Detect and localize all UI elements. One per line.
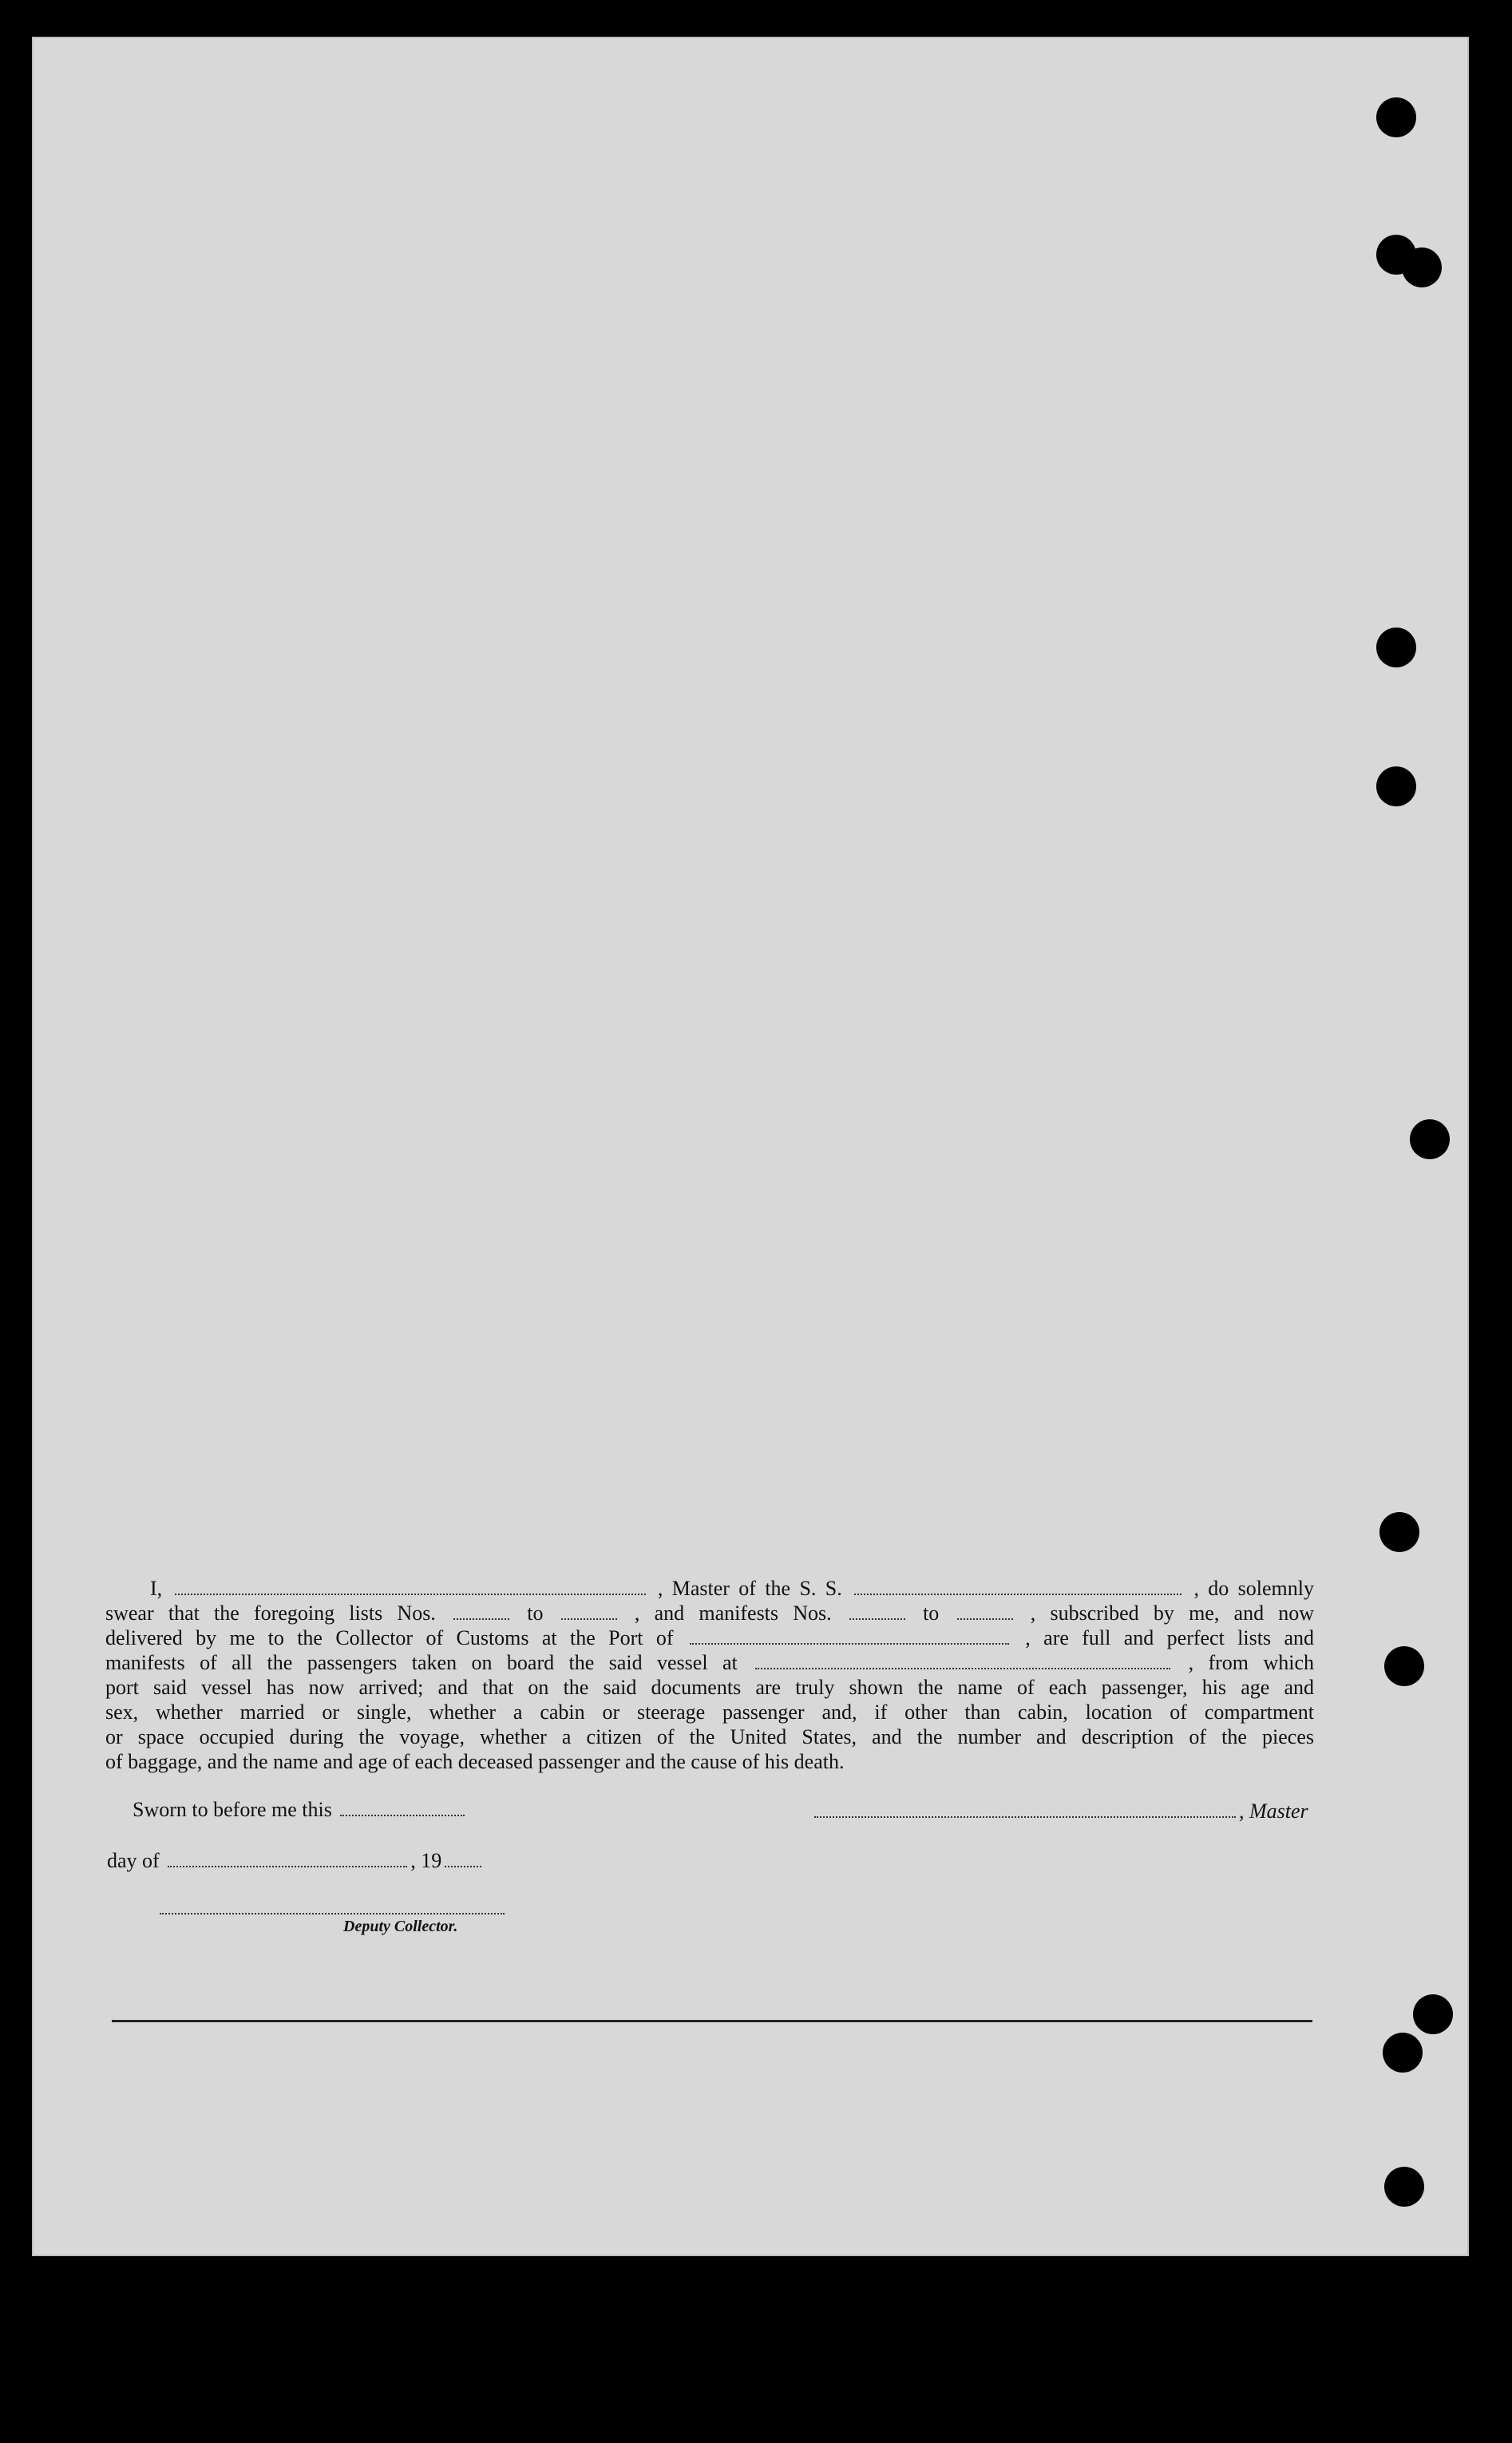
oath-text: , from which xyxy=(1188,1651,1314,1674)
blank-day-of-month xyxy=(168,1863,407,1867)
blank-list-from xyxy=(453,1615,509,1620)
oath-line-1 xyxy=(105,1576,1314,1601)
blank-sworn-day xyxy=(340,1811,465,1816)
blank-list-to xyxy=(561,1615,617,1620)
year-prefix: , 19 xyxy=(410,1849,442,1872)
blank-port-of-departure xyxy=(755,1665,1170,1669)
punch-hole xyxy=(1384,2167,1424,2207)
oath-text: to xyxy=(923,1602,940,1625)
sworn-label: Sworn to before me this xyxy=(133,1798,332,1821)
oath-line-8: of baggage, and the name and age of each deceased passenger and the cause of his death. xyxy=(105,1750,845,1773)
oath-text: , and manifests Nos. xyxy=(634,1602,832,1625)
oath-text: to xyxy=(527,1602,544,1625)
punch-hole xyxy=(1410,1119,1450,1159)
punch-hole xyxy=(1413,1994,1453,2034)
oath-line-6: sex, whether married or single, whether a cabin or steerage passenger and, if other than cabin, location of compartment xyxy=(105,1701,1314,1724)
punch-hole xyxy=(1379,1512,1419,1552)
blank-port-of-arrival xyxy=(690,1640,1009,1645)
deputy-collector-signature-line xyxy=(160,1913,505,1914)
punch-hole xyxy=(1402,247,1442,287)
oath-line-3 xyxy=(105,1625,1314,1650)
master-label: , Master xyxy=(1239,1800,1308,1823)
bottom-rule xyxy=(112,2020,1312,2022)
master-oath-paragraph xyxy=(105,1576,1314,1774)
blank-manifest-to xyxy=(957,1615,1013,1620)
punch-hole xyxy=(1383,2033,1423,2073)
blank-manifest-from xyxy=(849,1615,905,1620)
oath-line-4 xyxy=(105,1650,1314,1675)
day-of-label: day of xyxy=(107,1849,160,1872)
oath-line-7: or space occupied during the voyage, whether a citizen of the United States, and the number and description of the pieces xyxy=(105,1725,1314,1748)
blank-master-name xyxy=(175,1590,646,1595)
punch-hole xyxy=(1376,766,1416,806)
deputy-collector-label: Deputy Collector. xyxy=(343,1918,458,1935)
punch-hole xyxy=(1384,1646,1424,1686)
sworn-row xyxy=(133,1798,468,1822)
oath-line-2 xyxy=(105,1601,1314,1625)
oath-text: , do solemnly xyxy=(1193,1577,1314,1600)
oath-text: I, xyxy=(150,1577,163,1600)
oath-text: manifests of all the passengers taken on board the said vessel at xyxy=(105,1651,738,1674)
oath-text: swear that the foregoing lists Nos. xyxy=(105,1602,436,1625)
oath-text: , are full and perfect lists and xyxy=(1025,1626,1314,1649)
punch-hole xyxy=(1376,97,1416,137)
blank-ship-name xyxy=(854,1590,1181,1595)
day-of-row xyxy=(107,1849,485,1873)
blank-year xyxy=(445,1863,481,1867)
master-signature-row xyxy=(811,1800,1308,1823)
oath-text: , subscribed by me, and now xyxy=(1030,1602,1315,1625)
oath-text: delivered by me to the Collector of Customs at the Port of xyxy=(105,1626,674,1649)
punch-hole xyxy=(1376,628,1416,667)
blank-master-signature xyxy=(814,1813,1236,1818)
oath-line-5: port said vessel has now arrived; and that on the said documents are truly shown the name of each passenger, his age and xyxy=(105,1676,1314,1699)
document-page xyxy=(32,37,1469,2256)
oath-text: , Master of the S. S. xyxy=(657,1577,842,1600)
